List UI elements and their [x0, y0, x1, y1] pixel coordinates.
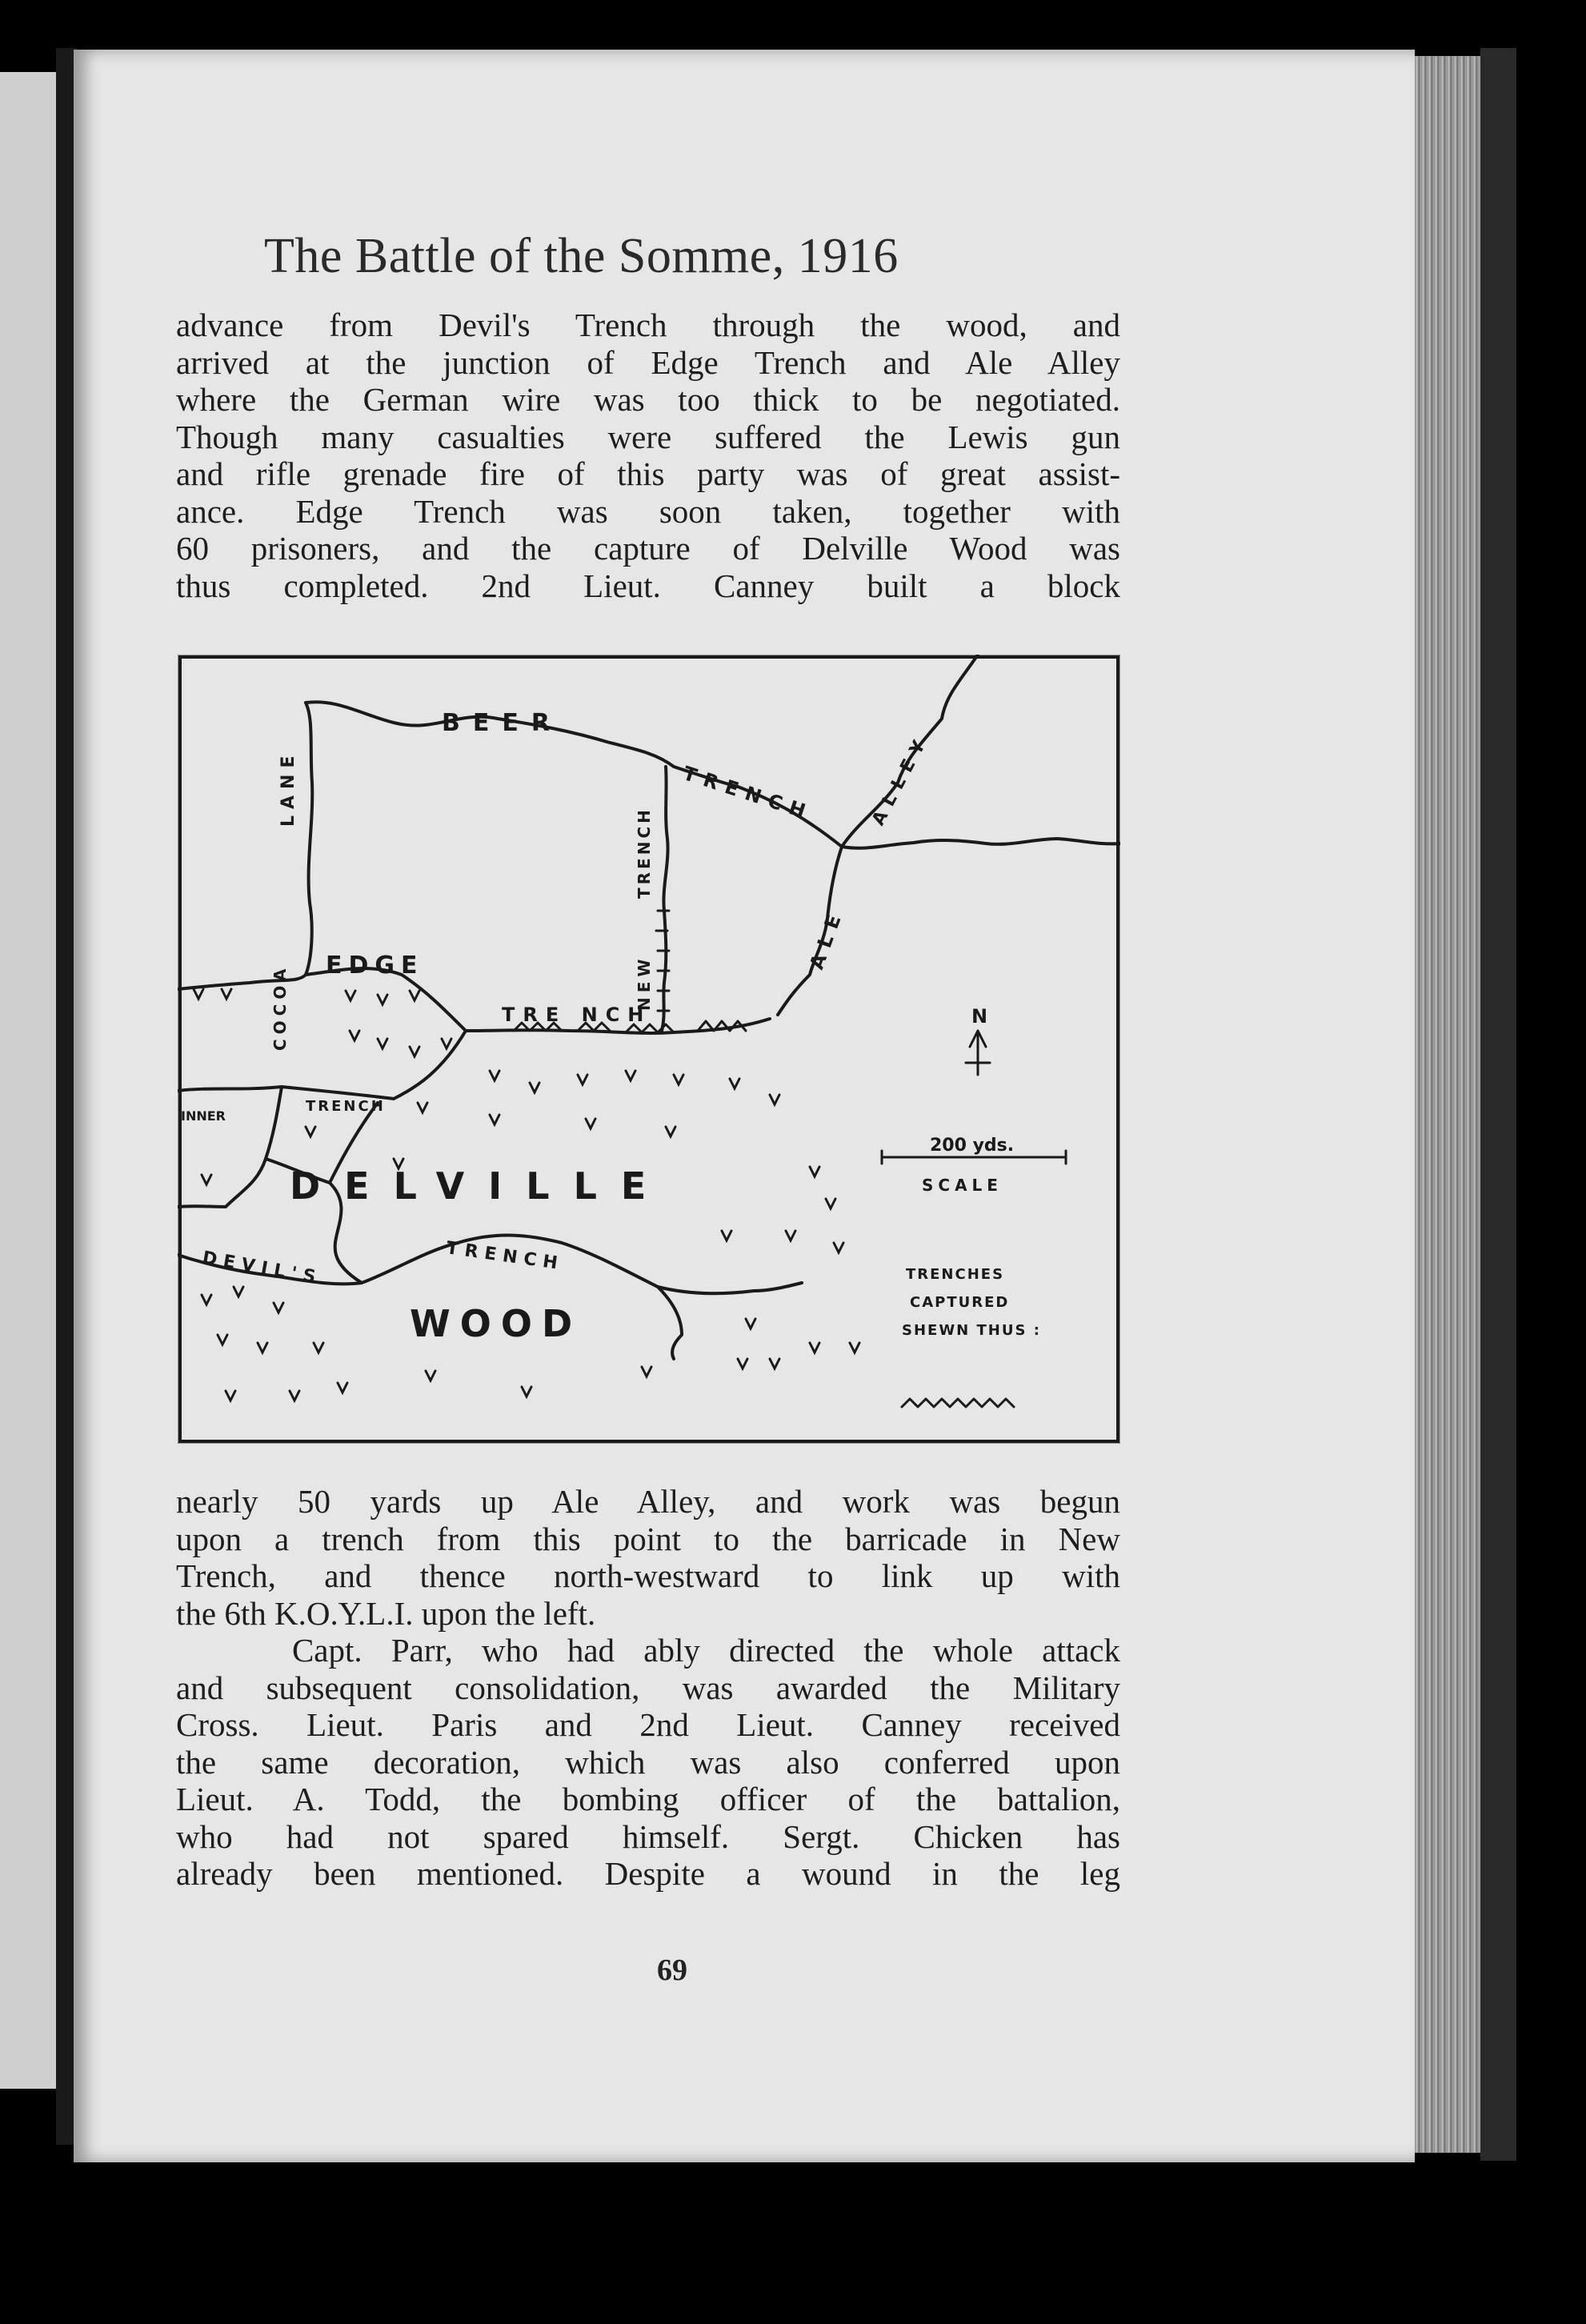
map-label-ale: ALE: [805, 904, 849, 973]
map-label-new: NEW: [635, 954, 654, 1011]
text-line: who had not spared himself. Sergt. Chicken has: [176, 1817, 1120, 1855]
text-line: Trench, and thence north-westward to link up with: [176, 1557, 1120, 1594]
text-line: where the German wire was too thick to be negotiated.: [176, 381, 1120, 418]
paragraph-bottom: [176, 1483, 1120, 1893]
legend-symbol: [902, 1399, 1014, 1407]
map-label-north: N: [971, 1005, 988, 1028]
text-line: nearly 50 yards up Ale Alley, and work was begun: [176, 1483, 1120, 1520]
text-line: thus completed. 2nd Lieut. Canney built a block: [176, 567, 1120, 604]
map-label-beer: BEER: [442, 709, 563, 737]
map-label-wood: WOOD: [410, 1302, 583, 1345]
inner-trench-line: [178, 1031, 466, 1099]
map-label-edge: EDGE: [326, 952, 424, 980]
map-legend-line3: SHEWN THUS :: [902, 1322, 1041, 1339]
text-line: ance. Edge Trench was soon taken, together with: [176, 492, 1120, 530]
text-line: advance from Devil's Trench through the wood, and: [176, 307, 1120, 343]
text-line: arrived at the junction of Edge Trench and Ale Alley: [176, 343, 1120, 381]
book-cover-edge: [1480, 48, 1516, 2161]
map-legend-line2: CAPTURED: [910, 1294, 1010, 1311]
map-label-cocoa: COCOA: [270, 964, 290, 1051]
text-line: Though many casualties were suffered the Lewis gun: [176, 418, 1120, 455]
text-line: already been mentioned. Despite a wound in the leg: [176, 1855, 1120, 1892]
page-number: 69: [657, 1953, 687, 1987]
text-line: the 6th K.O.Y.L.I. upon the left.: [176, 1594, 596, 1632]
paragraph-top: [176, 307, 1120, 604]
running-head: The Battle of the Somme, 1916: [264, 229, 899, 283]
text-line: Cross. Lieut. Paris and 2nd Lieut. Canney received: [176, 1706, 1120, 1743]
map-label-edge-trench: TRE NCH: [502, 1004, 652, 1026]
map-label-beer-trench: TRENCH: [680, 762, 816, 825]
text-line: Lieut. A. Todd, the bombing officer of the battalion,: [176, 1781, 1120, 1817]
map-label-delville: DELVILLE: [290, 1164, 671, 1208]
map-label-scale: SCALE: [922, 1176, 1003, 1195]
text-line: 60 prisoners, and the capture of Delville Wood was: [176, 530, 1120, 567]
text-line: and rifle grenade fire of this party was of great assist-: [176, 455, 1120, 492]
text-line: upon a trench from this point to the barricade in New: [176, 1520, 1120, 1557]
map-label-ale-alley: ALLEY: [868, 730, 934, 829]
north-arrow: [966, 1031, 990, 1075]
map-label-devils: DEVIL'S: [200, 1248, 324, 1289]
previous-page-edge: [0, 72, 61, 2089]
wood-trench-line: [658, 1287, 682, 1359]
text-line: Capt. Parr, who had ably directed the whole attack: [176, 1632, 1120, 1669]
map-figure: [178, 655, 1120, 1444]
map-label-devils-trench: TRENCH: [445, 1238, 566, 1275]
text-line: the same decoration, which was also conferred upon: [176, 1743, 1120, 1781]
map-label-scale-value: 200 yds.: [930, 1136, 1015, 1156]
map-label-new-trench: TRENCH: [635, 807, 654, 899]
map-label-inner-trench: TRENCH: [306, 1098, 386, 1115]
text-line: and subsequent consolidation, was awarded the Military: [176, 1669, 1120, 1706]
map-label-cocoa-lane: LANE: [278, 749, 298, 827]
map-label-inner: INNER: [181, 1108, 226, 1124]
map-legend-line1: TRENCHES: [906, 1266, 1005, 1283]
delville-wood-map: [178, 655, 1120, 1444]
cocoa-lane-line: [178, 703, 312, 989]
delville-west-line: [178, 1087, 282, 1207]
